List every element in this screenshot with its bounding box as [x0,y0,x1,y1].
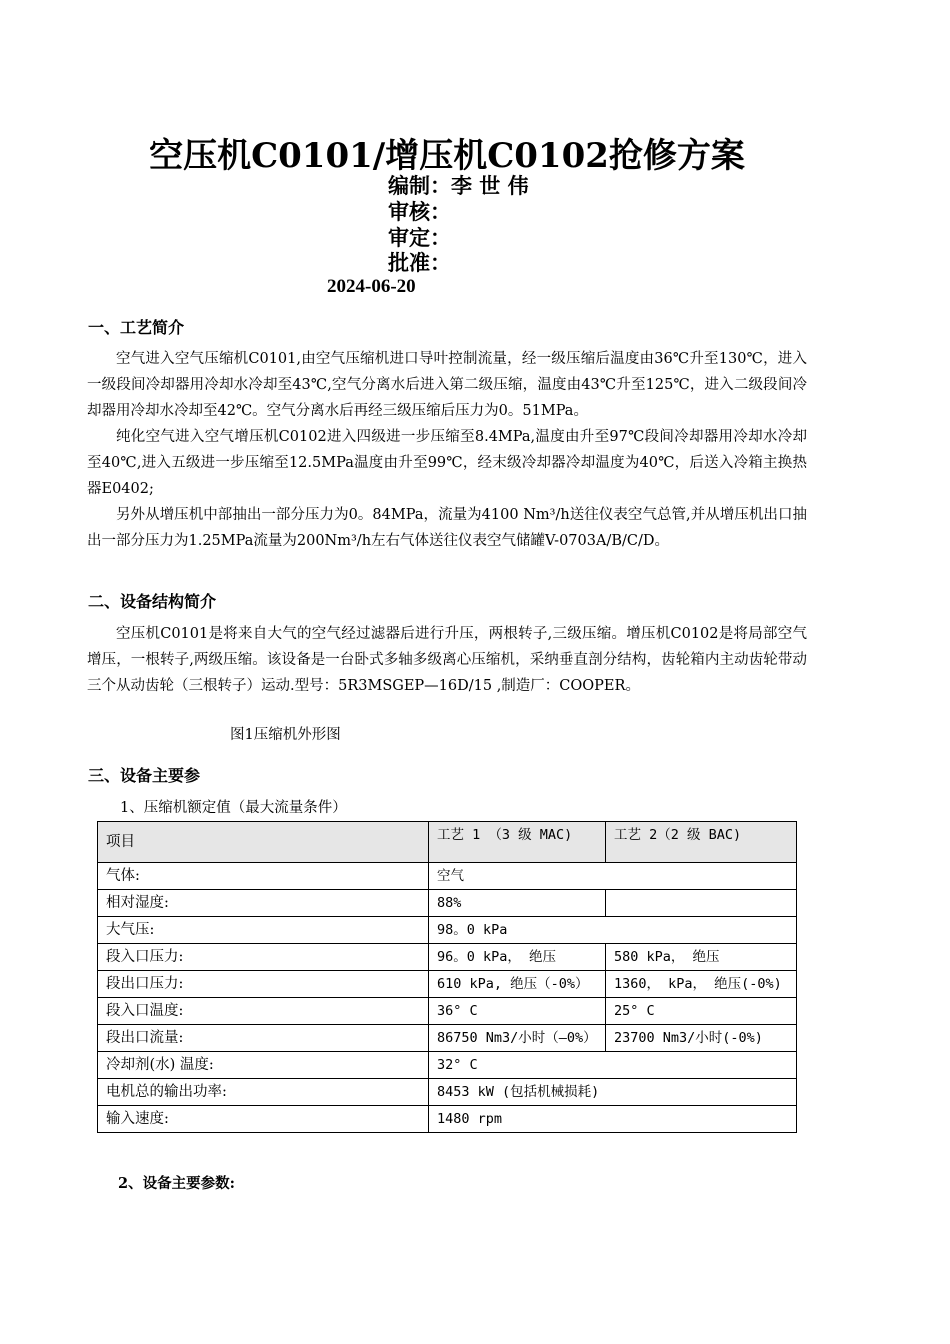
table-cell: 8453 kW (包括机械损耗) [429,1079,797,1106]
subsection-main-parameters: 2、设备主要参数: [118,1175,235,1192]
table-header-row [98,822,797,863]
table-cell: 相对湿度: [98,890,429,917]
document-date: 2024-06-20 [327,276,416,297]
section-heading-parameters: 三、设备主要参 [88,766,201,785]
table-header-cell: 工艺 1 （3 级 MAC) [429,822,606,863]
table-row [98,1025,797,1052]
compiled-by: 编制：李 世 伟 [388,173,529,198]
table-cell: 气体: [98,863,429,890]
table-cell: 电机总的输出功率: [98,1079,429,1106]
section-heading-process: 一、工艺简介 [88,318,185,337]
verified-by: 审定： [388,225,451,250]
table-cell: 610 kPa, 绝压（-0%） [429,971,606,998]
table-cell: 96。0 kPa， 绝压 [429,944,606,971]
paragraph: 另外从增压机中部抽出一部分压力为0。84MPa，流量为4100 Nm³/h送往仪表空气总管,并从增压机出口抽出一部分压力为1.25MPa流量为200Nm³/h左右气体送往仪表空气储罐V-0703A/B/C/D。 [87,507,807,549]
table-row [98,1106,797,1133]
table-cell: 580 kPa， 绝压 [606,944,797,971]
paragraph: 空压机C0101是将来自大气的空气经过滤器后进行升压，两根转子,三级压缩。增压机C0102是将局部空气增压，一根转子,两级压缩。该设备是一台卧式多轴多级离心压缩机，采纳垂直剖分结构，齿轮箱内主动齿轮带动三个从动齿轮（三根转子）运动.型号：5R3MSGEP—16D/15 ,制造厂：COOPER。 [87,626,807,694]
table-row [98,1079,797,1106]
paragraph: 空气进入空气压缩机C0101,由空气压缩机进口导叶控制流量，经一级压缩后温度由36℃升至130℃，进入一级段间冷却器用冷却水冷却至43℃,空气分离水后进入第二级压缩，温度由43℃升至125℃，进入二级段间冷却器用冷却水冷却至42℃。空气分离水后再经三级压缩后压力为0。51MPa。 [87,351,807,419]
table-cell: 36° C [429,998,606,1025]
approved-by: 批准： [388,250,451,275]
table-row [98,998,797,1025]
table-cell: 段出口流量: [98,1025,429,1052]
table-cell: 段入口压力: [98,944,429,971]
section-body-structure [87,621,807,699]
table-cell: 25° C [606,998,797,1025]
table-header-cell: 工艺 2（2 级 BAC) [606,822,797,863]
table-row [98,890,797,917]
table-row [98,971,797,998]
paragraph: 纯化空气进入空气增压机C0102进入四级进一步压缩至8.4MPa,温度由升至97℃段间冷却器用冷却水冷却至40℃,进入五级进一步压缩至12.5MPa温度由升至99℃，经末级冷却器冷却温度为40℃，后送入冷箱主换热器E0402; [87,429,807,497]
table-cell [606,890,797,917]
subsection-rated-values: 1、压缩机额定值（最大流量条件） [120,800,347,816]
section-body-process [87,346,807,554]
table-row [98,863,797,890]
table-cell: 1360， kPa， 绝压(-0%) [606,971,797,998]
table-row [98,1052,797,1079]
table-cell: 空气 [429,863,797,890]
table-cell: 32° C [429,1052,797,1079]
table-cell: 大气压: [98,917,429,944]
table-row [98,917,797,944]
table-cell: 98。0 kPa [429,917,797,944]
table-cell: 1480 rpm [429,1106,797,1133]
reviewed-by: 审核： [388,199,451,224]
table-cell: 段出口压力: [98,971,429,998]
table-cell: 段入口温度: [98,998,429,1025]
document-title: 空压机C0101/增压机C0102抢修方案 [149,136,745,176]
table-cell: 86750 Nm3/小时（—0%） [429,1025,606,1052]
table-cell: 输入速度: [98,1106,429,1133]
table-header-cell: 项目 [98,822,429,863]
rated-values-table [97,821,797,1133]
figure-caption: 图1压缩机外形图 [230,727,341,743]
table-row [98,944,797,971]
table-cell: 23700 Nm3/小时(-0%) [606,1025,797,1052]
section-heading-structure: 二、设备结构简介 [88,592,217,611]
table-cell: 88% [429,890,606,917]
table-cell: 冷却剂(水) 温度: [98,1052,429,1079]
